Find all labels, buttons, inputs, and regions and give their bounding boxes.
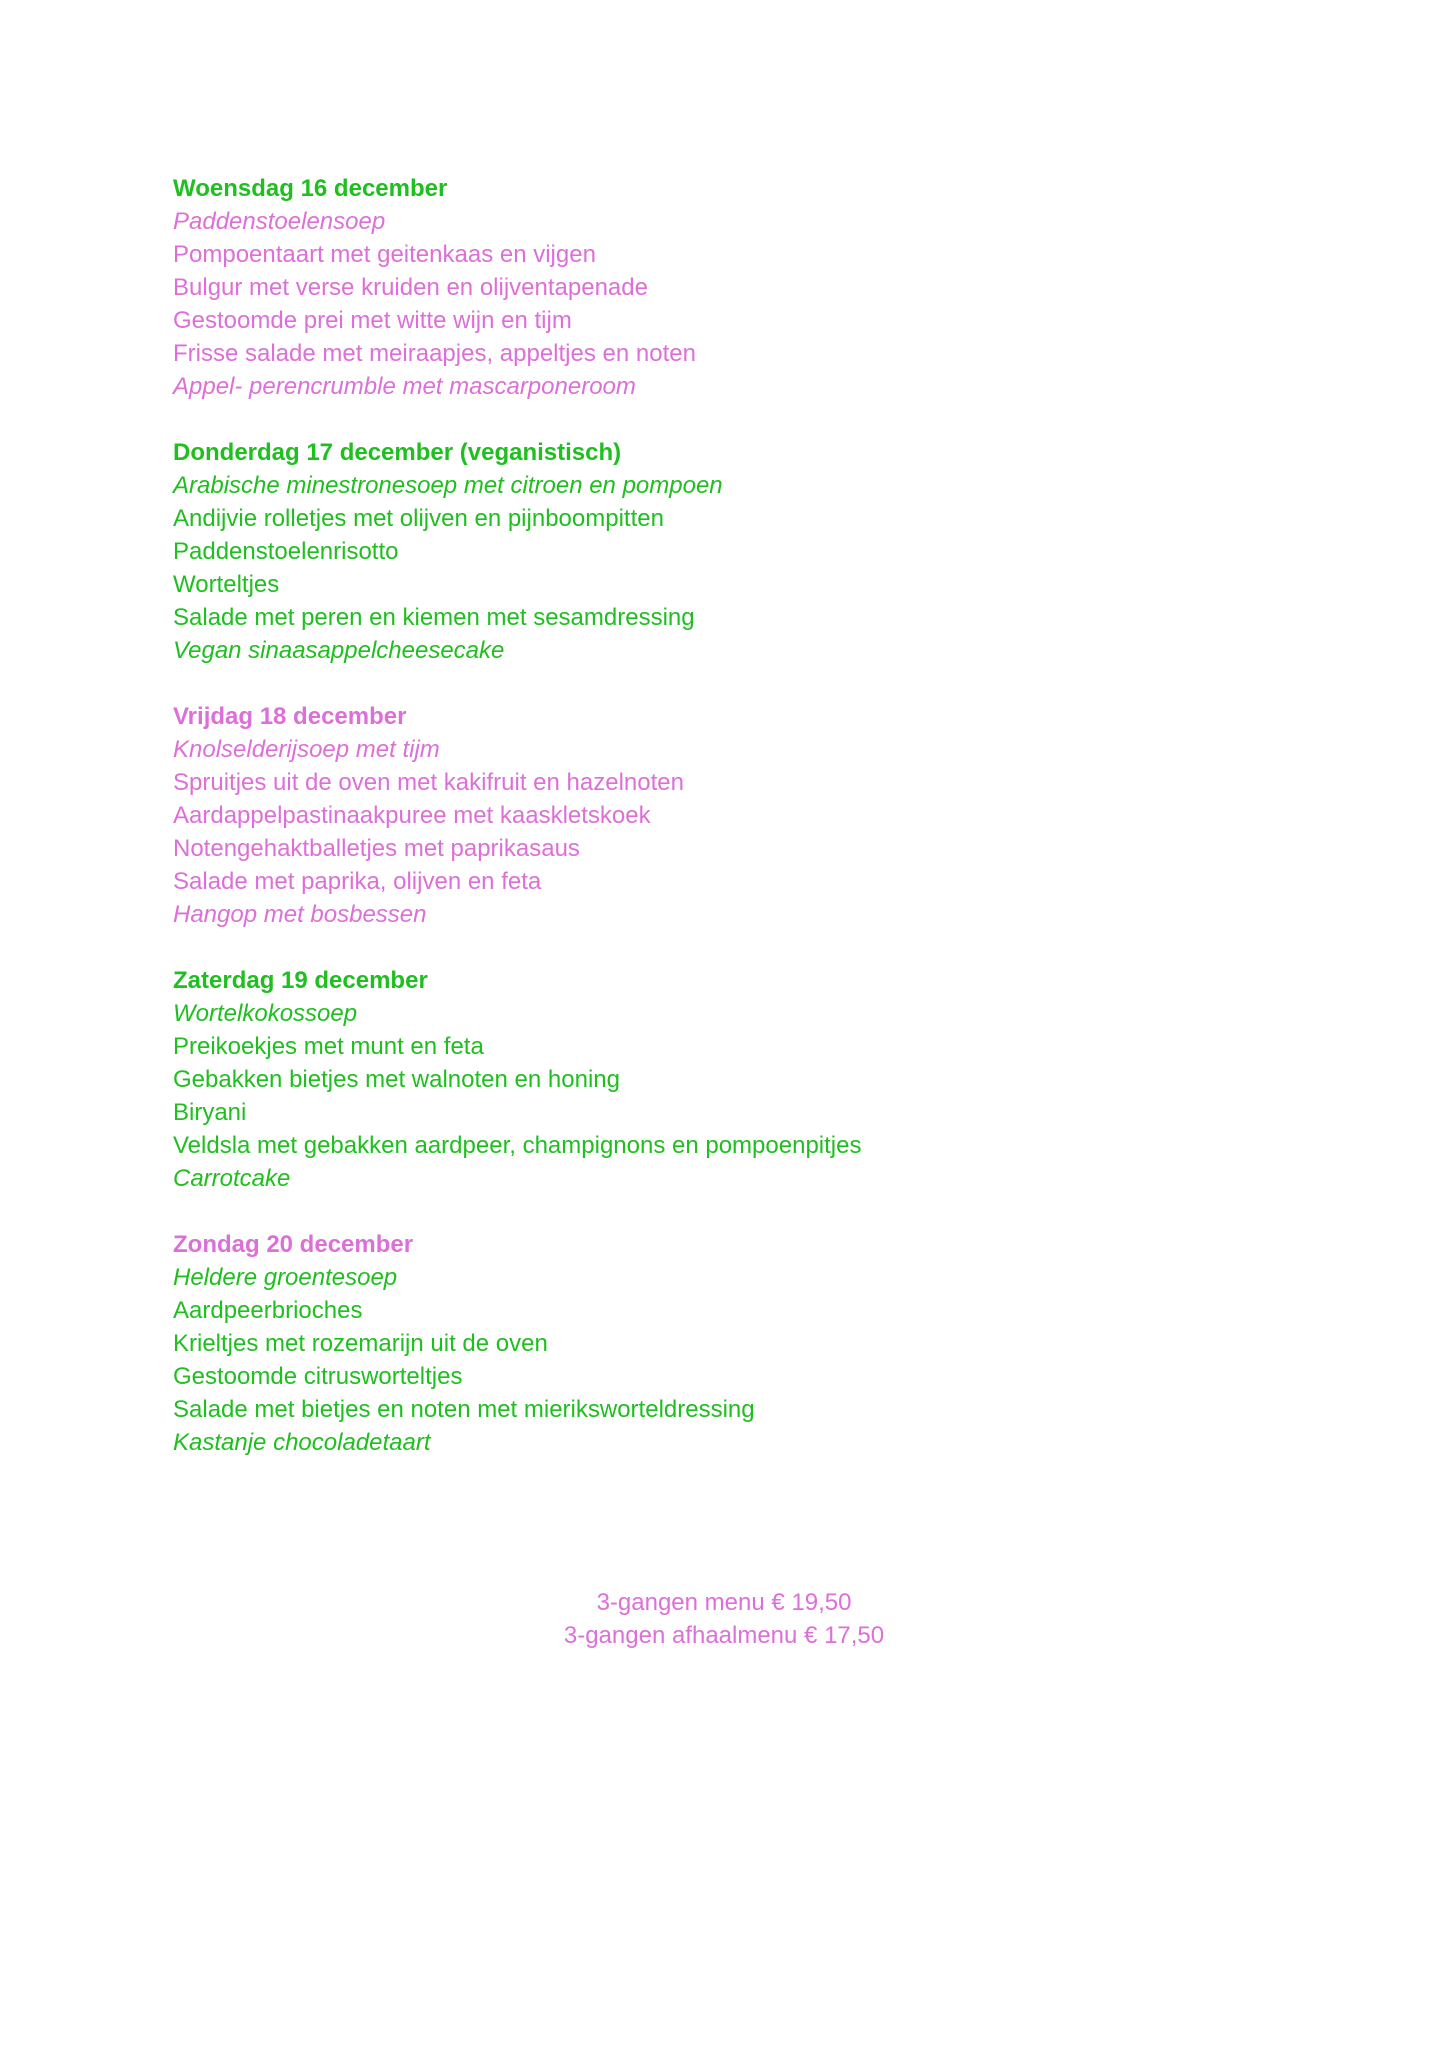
menu-item: Aardappelpastinaakpuree met kaaskletskoek bbox=[173, 802, 651, 829]
menu-item: Andijvie rolletjes met olijven en pijnboompitten bbox=[173, 505, 664, 532]
menu-item-soup: Wortelkokossoep bbox=[173, 1000, 358, 1027]
day-block-sunday bbox=[173, 1228, 1273, 1459]
day-heading: Vrijdag 18 december bbox=[173, 703, 407, 730]
day-block-thursday bbox=[173, 436, 1273, 667]
menu-item: Gebakken bietjes met walnoten en honing bbox=[173, 1066, 620, 1093]
menu-item: Frisse salade met meiraapjes, appeltjes en noten bbox=[173, 340, 696, 367]
menu-item: Spruitjes uit de oven met kakifruit en hazelnoten bbox=[173, 769, 684, 796]
menu-item-soup: Paddenstoelensoep bbox=[173, 208, 386, 235]
menu-item: Notengehaktballetjes met paprikasaus bbox=[173, 835, 580, 862]
menu-item: Salade met peren en kiemen met sesamdressing bbox=[173, 604, 695, 631]
day-heading: Donderdag 17 december (veganistisch) bbox=[173, 439, 622, 466]
menu-item: Pompoentaart met geitenkaas en vijgen bbox=[173, 241, 596, 268]
menu-item-dessert: Vegan sinaasappelcheesecake bbox=[173, 637, 505, 664]
menu-item-soup: Heldere groentesoep bbox=[173, 1264, 398, 1291]
menu-item: Gestoomde prei met witte wijn en tijm bbox=[173, 307, 572, 334]
price-line-takeaway: 3-gangen afhaalmenu € 17,50 bbox=[563, 1622, 885, 1649]
menu-item-soup: Knolselderijsoep met tijm bbox=[173, 736, 440, 763]
price-footer bbox=[0, 1586, 1448, 1652]
price-line-dine-in: 3-gangen menu € 19,50 bbox=[596, 1589, 852, 1616]
day-block-friday bbox=[173, 700, 1273, 931]
menu-item: Krieltjes met rozemarijn uit de oven bbox=[173, 1330, 548, 1357]
weekly-menu bbox=[173, 172, 1273, 1492]
day-block-saturday bbox=[173, 964, 1273, 1195]
menu-item-dessert: Hangop met bosbessen bbox=[173, 901, 427, 928]
menu-item: Salade met bietjes en noten met mieriksworteldressing bbox=[173, 1396, 755, 1423]
menu-item: Aardpeerbrioches bbox=[173, 1297, 363, 1324]
menu-item: Gestoomde citrusworteltjes bbox=[173, 1363, 463, 1390]
menu-item: Veldsla met gebakken aardpeer, champignons en pompoenpitjes bbox=[173, 1132, 862, 1159]
menu-item: Preikoekjes met munt en feta bbox=[173, 1033, 484, 1060]
menu-item-soup: Arabische minestronesoep met citroen en pompoen bbox=[173, 472, 723, 499]
day-heading: Zondag 20 december bbox=[173, 1231, 414, 1258]
day-heading: Zaterdag 19 december bbox=[173, 967, 428, 994]
menu-item-dessert: Carrotcake bbox=[173, 1165, 291, 1192]
menu-item: Salade met paprika, olijven en feta bbox=[173, 868, 542, 895]
menu-item: Worteltjes bbox=[173, 571, 280, 598]
menu-item: Bulgur met verse kruiden en olijventapenade bbox=[173, 274, 648, 301]
menu-item: Paddenstoelenrisotto bbox=[173, 538, 399, 565]
day-heading: Woensdag 16 december bbox=[173, 175, 448, 202]
menu-item-dessert: Appel- perencrumble met mascarponeroom bbox=[173, 373, 636, 400]
day-block-wednesday bbox=[173, 172, 1273, 403]
menu-item-dessert: Kastanje chocoladetaart bbox=[173, 1429, 431, 1456]
menu-item: Biryani bbox=[173, 1099, 247, 1126]
